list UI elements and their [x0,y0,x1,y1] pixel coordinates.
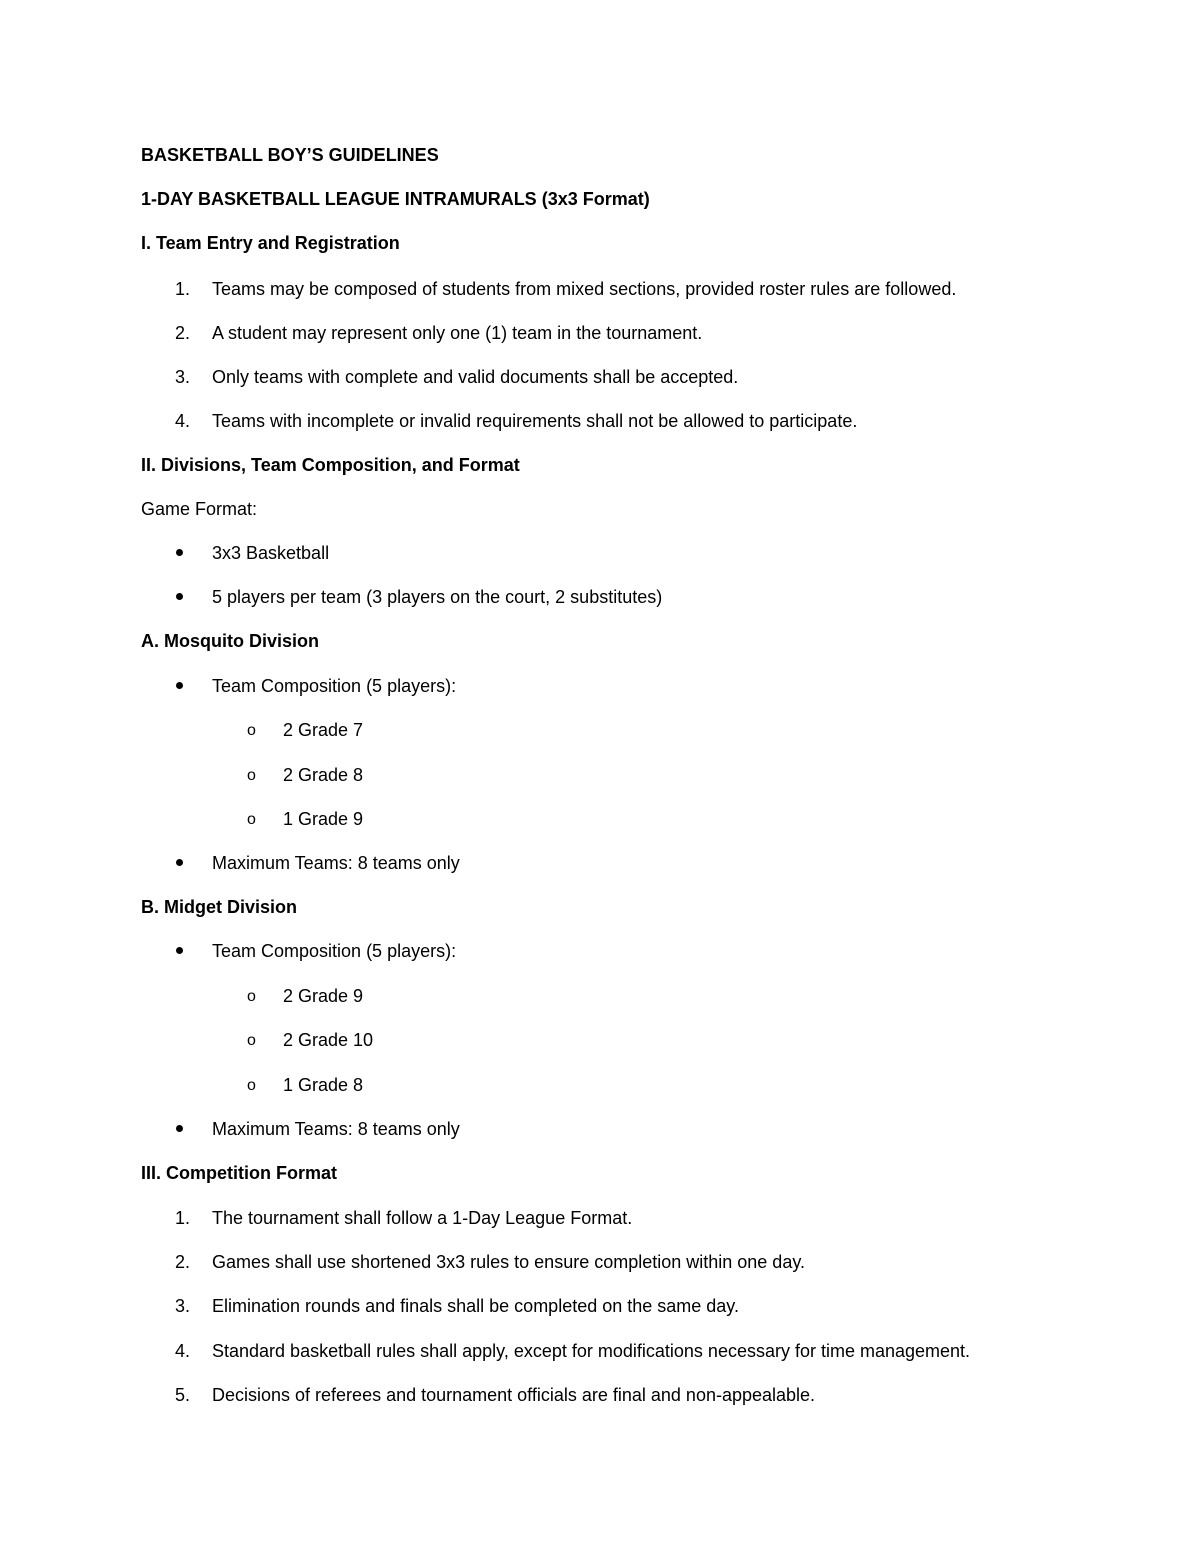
list-number: 4. [175,1341,191,1361]
division-heading-midget: B. Midget Division [141,897,298,917]
list-item: 3x3 Basketball [212,543,330,563]
list-item: Teams with incomplete or invalid requirements shall not be allowed to participate. [212,411,858,431]
list-number: 2. [175,1252,191,1272]
list-item: Standard basketball rules shall apply, except for modifications necessary for time management. [212,1341,971,1361]
list-item: 1 Grade 9 [283,809,364,829]
game-format-label: Game Format: [141,499,258,519]
bullet-icon [176,549,183,556]
section-heading-competition: III. Competition Format [141,1163,337,1183]
bullet-icon [176,593,183,600]
list-item: Elimination rounds and finals shall be completed on the same day. [212,1296,739,1316]
list-item: Team Composition (5 players): [212,941,457,961]
bullet-icon [176,1125,183,1132]
division-heading-mosquito: A. Mosquito Division [141,631,319,651]
bullet-icon [176,947,183,954]
section-heading-divisions: II. Divisions, Team Composition, and Format [141,455,520,475]
list-number: 1. [175,1208,191,1228]
list-item: 2 Grade 10 [283,1030,374,1050]
list-item: 2 Grade 9 [283,986,364,1006]
sub-bullet-icon: o [247,811,256,828]
list-item: A student may represent only one (1) team in the tournament. [212,323,703,343]
sub-bullet-icon: o [247,722,256,739]
list-item: 2 Grade 7 [283,720,364,740]
sub-bullet-icon: o [247,1032,256,1049]
sub-bullet-icon: o [247,767,256,784]
list-item: Only teams with complete and valid documents shall be accepted. [212,367,739,387]
bullet-icon [176,682,183,689]
list-item: 2 Grade 8 [283,765,364,785]
list-number: 5. [175,1385,191,1405]
list-item: Maximum Teams: 8 teams only [212,1119,460,1139]
list-item: Team Composition (5 players): [212,676,457,696]
list-item: Decisions of referees and tournament officials are final and non-appealable. [212,1385,816,1405]
document-title: BASKETBALL BOY’S GUIDELINES [141,145,439,165]
list-number: 3. [175,1296,191,1316]
section-heading-entry: I. Team Entry and Registration [141,233,400,253]
list-item: The tournament shall follow a 1-Day League Format. [212,1208,633,1228]
sub-bullet-icon: o [247,988,256,1005]
list-item: 5 players per team (3 players on the court, 2 substitutes) [212,587,663,607]
list-number: 3. [175,367,191,387]
list-item: Teams may be composed of students from mixed sections, provided roster rules are followed. [212,279,957,299]
list-number: 1. [175,279,191,299]
sub-bullet-icon: o [247,1077,256,1094]
document-subtitle: 1-DAY BASKETBALL LEAGUE INTRAMURALS (3x3 Format) [141,189,650,209]
list-number: 2. [175,323,191,343]
bullet-icon [176,859,183,866]
list-item: 1 Grade 8 [283,1075,364,1095]
list-number: 4. [175,411,191,431]
list-item: Maximum Teams: 8 teams only [212,853,460,873]
list-item: Games shall use shortened 3x3 rules to ensure completion within one day. [212,1252,805,1272]
